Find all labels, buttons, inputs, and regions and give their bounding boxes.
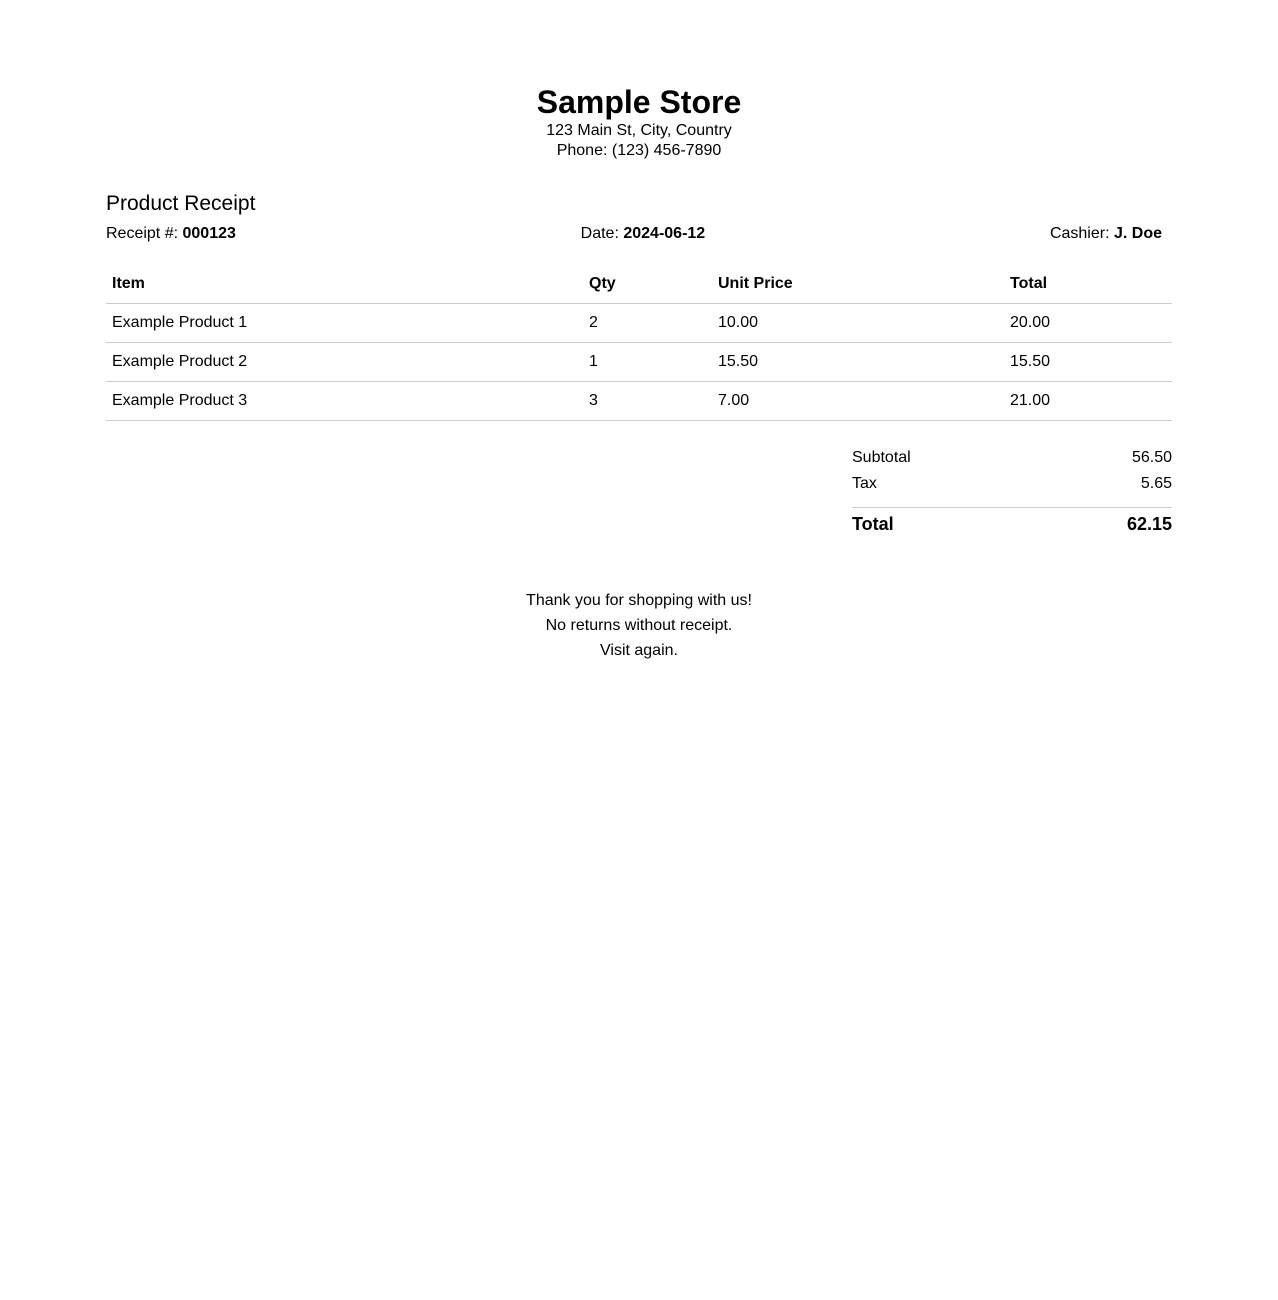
item-qty: 2 bbox=[583, 304, 712, 343]
footer bbox=[106, 588, 1172, 663]
cashier-label: Cashier: bbox=[1049, 225, 1110, 242]
date-label: Date: bbox=[580, 225, 619, 242]
item-name: Example Product 1 bbox=[106, 304, 583, 343]
date-value: 2024-06-12 bbox=[623, 225, 706, 242]
item-unit-price: 15.50 bbox=[712, 343, 1004, 382]
receipt-meta bbox=[106, 224, 1172, 244]
footer-line: Visit again. bbox=[600, 642, 678, 659]
receipt bbox=[106, 0, 1172, 663]
total-label: Total bbox=[852, 514, 894, 534]
tax-label: Tax bbox=[852, 475, 877, 492]
receipt-cashier bbox=[1050, 224, 1162, 244]
header-total: Total bbox=[1004, 264, 1172, 304]
item-unit-price: 7.00 bbox=[712, 382, 1004, 421]
store-phone: Phone: (123) 456-7890 bbox=[556, 142, 722, 159]
receipt-number-label: Receipt #: bbox=[106, 225, 179, 242]
receipt-number bbox=[106, 224, 236, 244]
tax-value: 5.65 bbox=[1140, 475, 1172, 492]
tax-row bbox=[852, 471, 1172, 497]
header-qty: Qty bbox=[583, 264, 712, 304]
item-unit-price: 10.00 bbox=[712, 304, 1004, 343]
receipt-date bbox=[581, 224, 706, 244]
total-value: 62.15 bbox=[1126, 514, 1172, 534]
subtotal-value: 56.50 bbox=[1131, 449, 1172, 466]
header-item: Item bbox=[106, 264, 583, 304]
table-row bbox=[106, 382, 1172, 421]
table-header-row bbox=[106, 264, 1172, 304]
item-total: 15.50 bbox=[1004, 343, 1172, 382]
footer-line: No returns without receipt. bbox=[545, 617, 733, 634]
cashier-value: J. Doe bbox=[1113, 225, 1162, 242]
store-header bbox=[106, 0, 1172, 161]
summary bbox=[852, 445, 1172, 536]
item-total: 21.00 bbox=[1004, 382, 1172, 421]
receipt-number-value: 000123 bbox=[182, 225, 236, 242]
table-row bbox=[106, 304, 1172, 343]
total-row bbox=[852, 507, 1172, 536]
item-name: Example Product 2 bbox=[106, 343, 583, 382]
item-name: Example Product 3 bbox=[106, 382, 583, 421]
item-total: 20.00 bbox=[1004, 304, 1172, 343]
store-address: 123 Main St, City, Country bbox=[546, 122, 732, 139]
subtotal-row bbox=[852, 445, 1172, 471]
item-qty: 1 bbox=[583, 343, 712, 382]
store-name: Sample Store bbox=[536, 84, 742, 120]
item-qty: 3 bbox=[583, 382, 712, 421]
items-table bbox=[106, 264, 1172, 421]
footer-line: Thank you for shopping with us! bbox=[526, 592, 752, 609]
header-unit-price: Unit Price bbox=[712, 264, 1004, 304]
table-row bbox=[106, 343, 1172, 382]
receipt-title: Product Receipt bbox=[106, 192, 256, 215]
subtotal-label: Subtotal bbox=[852, 449, 911, 466]
